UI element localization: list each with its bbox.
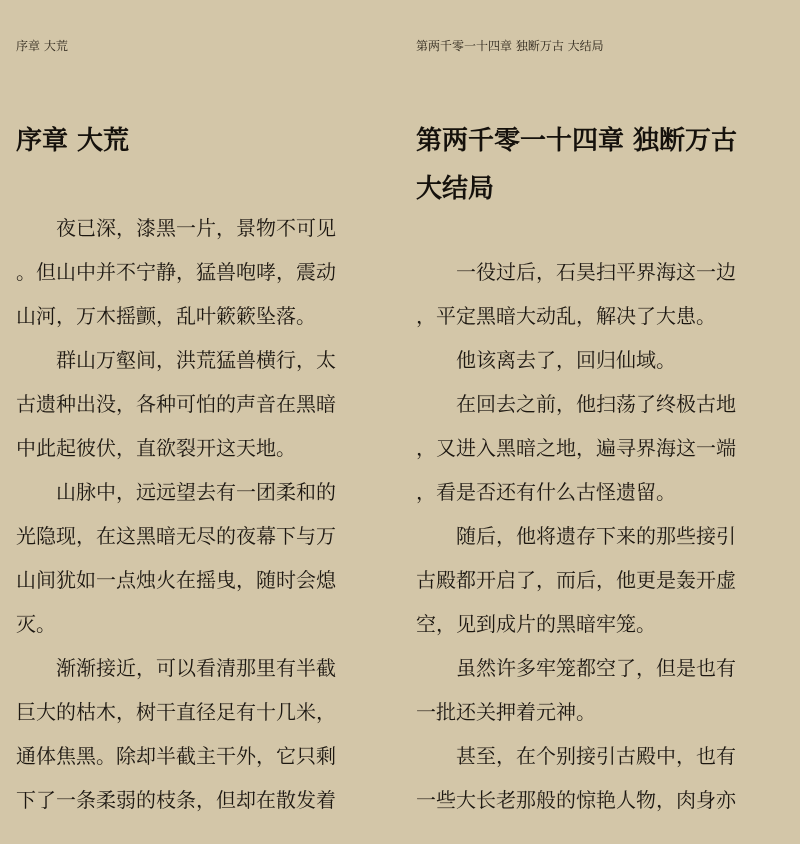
left-running-header: 序章 大荒: [16, 39, 68, 53]
text-line: 夜已深，漆黑一片，景物不可见: [56, 216, 336, 240]
text-line: 虽然许多牢笼都空了，但是也有: [456, 656, 736, 680]
text-line: 山脉中，远远望去有一团柔和的: [56, 480, 336, 504]
left-title-line: 序章 大荒: [16, 126, 130, 156]
text-line: 光隐现，在这黑暗无尽的夜幕下与万: [16, 524, 336, 548]
text-line: 一役过后，石昊扫平界海这一边: [456, 260, 736, 284]
page-gutter: [395, 0, 405, 844]
paragraph: [416, 514, 782, 646]
text-line: 巨大的枯木，树干直径足有十几米，: [16, 700, 336, 724]
right-running-header: 第两千零一十四章 独断万古 大结局: [416, 39, 604, 53]
text-line: 下了一条柔弱的枝条，但却在散发着: [16, 788, 336, 812]
paragraph: [16, 206, 380, 338]
text-line: 通体焦黑。除却半截主干外，它只剩: [16, 744, 336, 768]
text-line: 山间犹如一点烛火在摇曳，随时会熄: [16, 568, 336, 592]
text-line: 灭。: [16, 612, 56, 636]
text-line: 一些大长老那般的惊艳人物，肉身亦: [416, 788, 736, 812]
text-line: 山河，万木摇颤，乱叶簌簌坠落。: [16, 304, 316, 328]
text-line: 空，见到成片的黑暗牢笼。: [416, 612, 656, 636]
left-body-text: [16, 206, 380, 822]
right-title-line: 第两千零一十四章 独断万古: [416, 126, 738, 156]
text-line: 。但山中并不宁静，猛兽咆哮，震动: [16, 260, 336, 284]
right-chapter-title: [416, 117, 788, 213]
left-chapter-title: [16, 117, 386, 165]
right-body-text: [416, 250, 782, 822]
paragraph: [16, 470, 380, 646]
text-line: 甚至，在个别接引古殿中，也有: [456, 744, 736, 768]
paragraph: [16, 646, 380, 822]
right-page[interactable]: [405, 0, 800, 844]
text-line: 他该离去了，回归仙域。: [456, 348, 676, 372]
text-line: 古殿都开启了，而后，他更是轰开虚: [416, 568, 736, 592]
right-title-line: 大结局: [416, 174, 495, 204]
text-line: 一批还关押着元神。: [416, 700, 596, 724]
text-line: ，又进入黑暗之地，遍寻界海这一端: [416, 436, 736, 460]
text-line: 群山万壑间，洪荒猛兽横行，太: [56, 348, 336, 372]
text-line: 渐渐接近，可以看清那里有半截: [56, 656, 336, 680]
text-line: 在回去之前，他扫荡了终极古地: [456, 392, 736, 416]
text-line: ，平定黑暗大动乱，解决了大患。: [416, 304, 716, 328]
paragraph: [416, 734, 782, 822]
paragraph: [416, 250, 782, 338]
left-page[interactable]: [0, 0, 395, 844]
paragraph: [416, 646, 782, 734]
paragraph: [416, 382, 782, 514]
text-line: ，看是否还有什么古怪遗留。: [416, 480, 676, 504]
text-line: 随后，他将遗存下来的那些接引: [456, 524, 736, 548]
paragraph: [16, 338, 380, 470]
text-line: 中此起彼伏，直欲裂开这天地。: [16, 436, 296, 460]
text-line: 古遗种出没，各种可怕的声音在黑暗: [16, 392, 336, 416]
paragraph: [416, 338, 782, 382]
